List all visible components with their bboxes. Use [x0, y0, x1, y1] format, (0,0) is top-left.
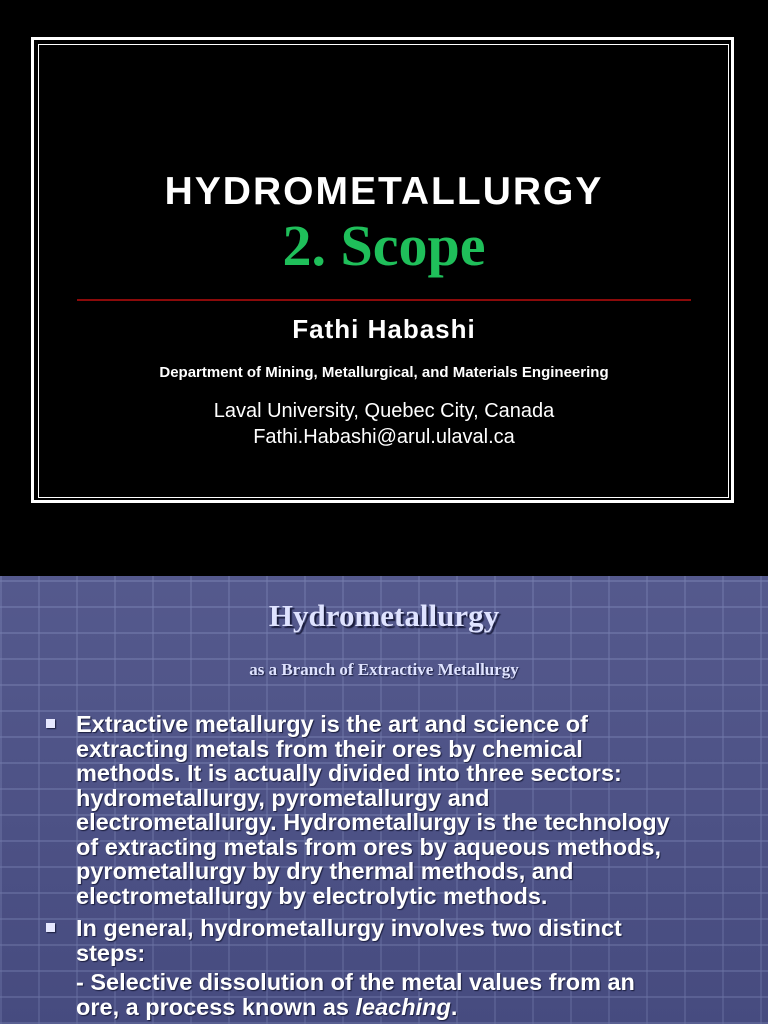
slide-subtitle: 2. Scope — [282, 213, 486, 278]
divider-line — [77, 299, 691, 301]
square-bullet-icon — [46, 923, 55, 932]
sub-item-suffix: . — [450, 993, 458, 1020]
author-name: Fathi Habashi — [292, 314, 476, 344]
content-slide — [0, 576, 768, 1024]
content-slide-subtitle: as a Branch of Extractive Metallurgy — [249, 660, 519, 679]
bullet-text: Extractive metallurgy is the art and science of extracting metals from their ores by chemical methods. It is actually divided into three sectors: hydrometallurgy, pyrometallurgy and electrometallurgy. Hydrometallurgy is the technology of extracting metals from ores by aqueous methods, pyrometallurgy by dry thermal methods, and electrometallurgy by electrolytic methods. — [76, 711, 670, 909]
sub-item-term: leaching — [355, 993, 451, 1020]
slide-title: HYDROMETALLURGY — [164, 170, 604, 213]
content-slide-title: Hydrometallurgy — [268, 598, 500, 633]
bullet-text: In general, hydrometallurgy involves two distinct steps: — [76, 915, 622, 966]
sub-item-text: - Selective dissolution of the metal values from an ore, a process known as — [76, 969, 635, 1020]
sub-item — [76, 970, 736, 1019]
affiliation-block — [0, 398, 768, 450]
university-name: Laval University, Quebec City, Canada — [213, 400, 555, 422]
square-bullet-icon — [46, 719, 55, 728]
author-email: Fathi.Habashi@arul.ulaval.ca — [253, 426, 515, 448]
department-name: Department of Mining, Metallurgical, and Materials Engineering — [159, 364, 609, 381]
